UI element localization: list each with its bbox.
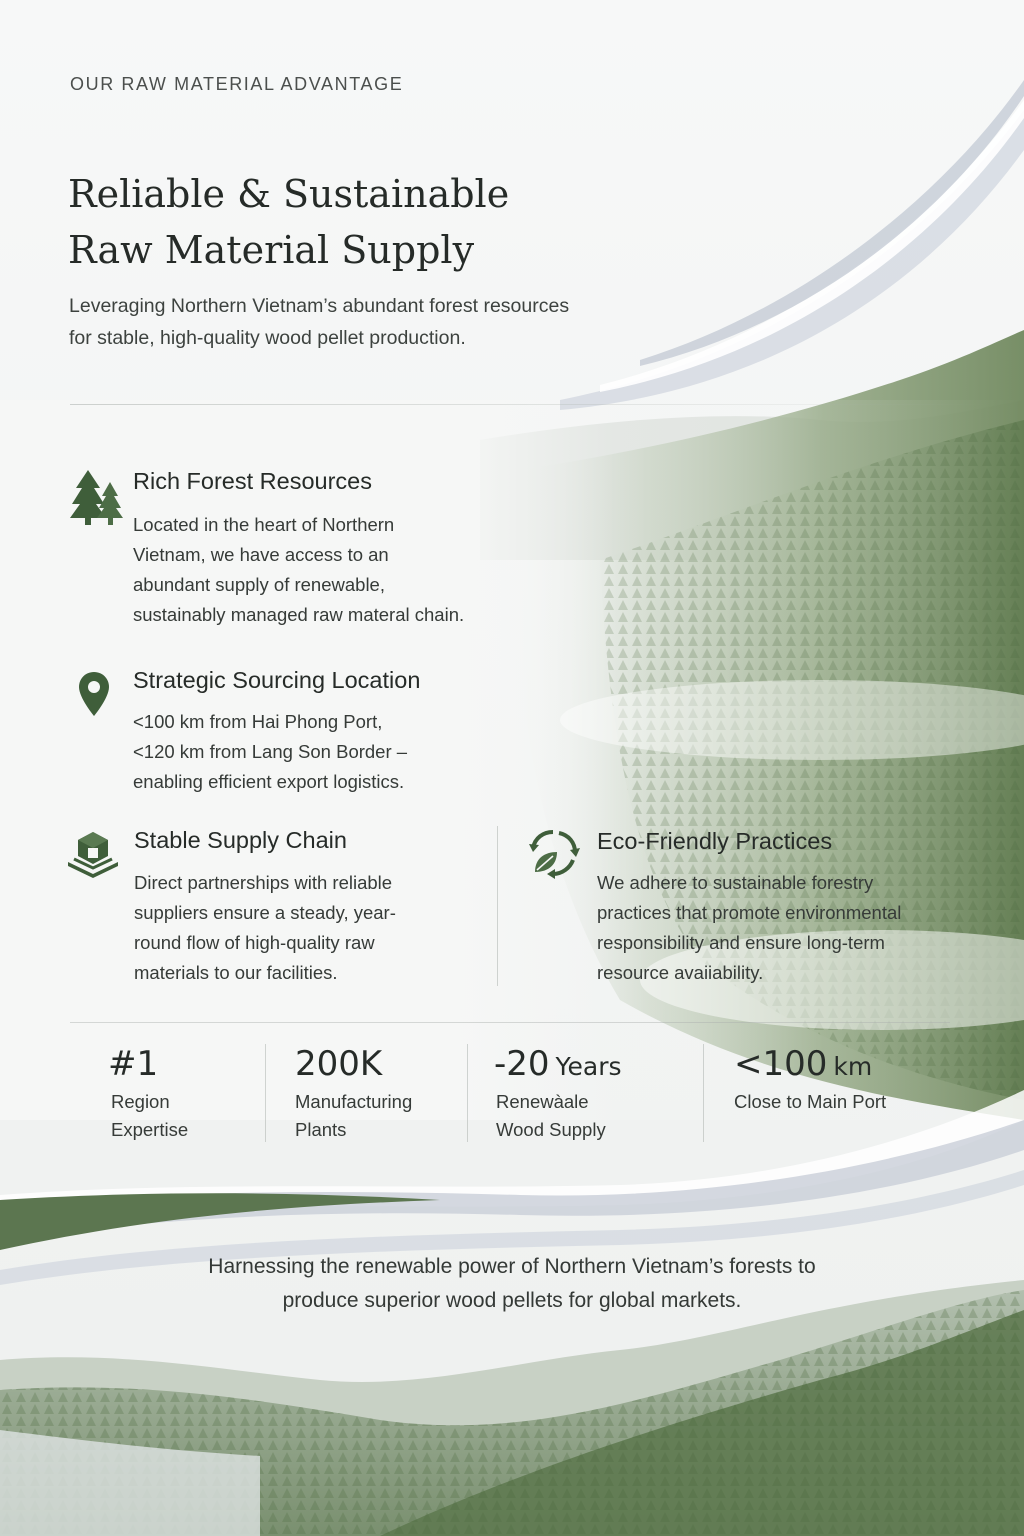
stat-value: 200K bbox=[295, 1044, 383, 1084]
page-title bbox=[68, 166, 628, 278]
footer-tagline: Harnessing the renewable power of Northern Vietnam’s forests to produce superior wood pellets for global markets. bbox=[208, 1255, 816, 1312]
feature-description: Located in the heart of Northern Vietnam, we have access to an abundant supply of renewable, sustainably managed raw materal chain. bbox=[133, 514, 465, 625]
stat-unit: km bbox=[833, 1052, 873, 1081]
stats-divider bbox=[70, 1022, 950, 1023]
title-line-2: Raw Material Supply bbox=[68, 228, 475, 272]
section-divider bbox=[70, 404, 990, 405]
stat-unit: Years bbox=[555, 1052, 622, 1081]
stat-value: -20 Years bbox=[494, 1044, 622, 1084]
stat-divider bbox=[467, 1044, 468, 1142]
stat-value: <100 km bbox=[734, 1044, 873, 1084]
location-pin-icon bbox=[77, 670, 111, 720]
stat-label: Close to Main Port bbox=[734, 1091, 887, 1112]
stat-divider bbox=[265, 1044, 266, 1142]
subtitle-line-2: for stable, high-quality wood pellet production. bbox=[69, 327, 466, 349]
stat-label: Manufacturing Plants bbox=[295, 1091, 413, 1140]
eyebrow-label: OUR RAW MATERIAL ADVANTAGE bbox=[70, 74, 404, 94]
stat-label: Region Expertise bbox=[111, 1091, 189, 1140]
feature-description: We adhere to sustainable forestry practices that promote environmental responsibility and ensure long-term resource avaiiability. bbox=[597, 872, 902, 983]
feature-title: Strategic Sourcing Location bbox=[133, 667, 421, 693]
stat-label: Renewàale Wood Supply bbox=[496, 1091, 606, 1140]
feature-title: Rich Forest Resources bbox=[133, 468, 372, 494]
subtitle-line-1: Leveraging Northern Vietnam’s abundant forest resources bbox=[69, 295, 570, 317]
feature-column-divider bbox=[497, 826, 498, 986]
feature-title: Stable Supply Chain bbox=[134, 827, 347, 853]
title-line-1: Reliable & Sustainable bbox=[68, 172, 510, 216]
pine-trees-icon bbox=[68, 468, 128, 526]
supply-chain-icon bbox=[66, 828, 120, 878]
feature-description: <100 km from Hai Phong Port, <120 km from Lang Son Border – enabling efficient export logistics. bbox=[133, 711, 408, 792]
stat-value: #1 bbox=[108, 1044, 159, 1084]
feature-title: Eco-Friendly Practices bbox=[597, 828, 833, 854]
feature-description: Direct partnerships with reliable suppliers ensure a steady, year- round flow of high-quality raw materials to our facilities. bbox=[134, 872, 396, 983]
stat-divider bbox=[703, 1044, 704, 1142]
recycle-leaf-icon bbox=[525, 826, 581, 880]
page-subtitle bbox=[69, 290, 689, 354]
